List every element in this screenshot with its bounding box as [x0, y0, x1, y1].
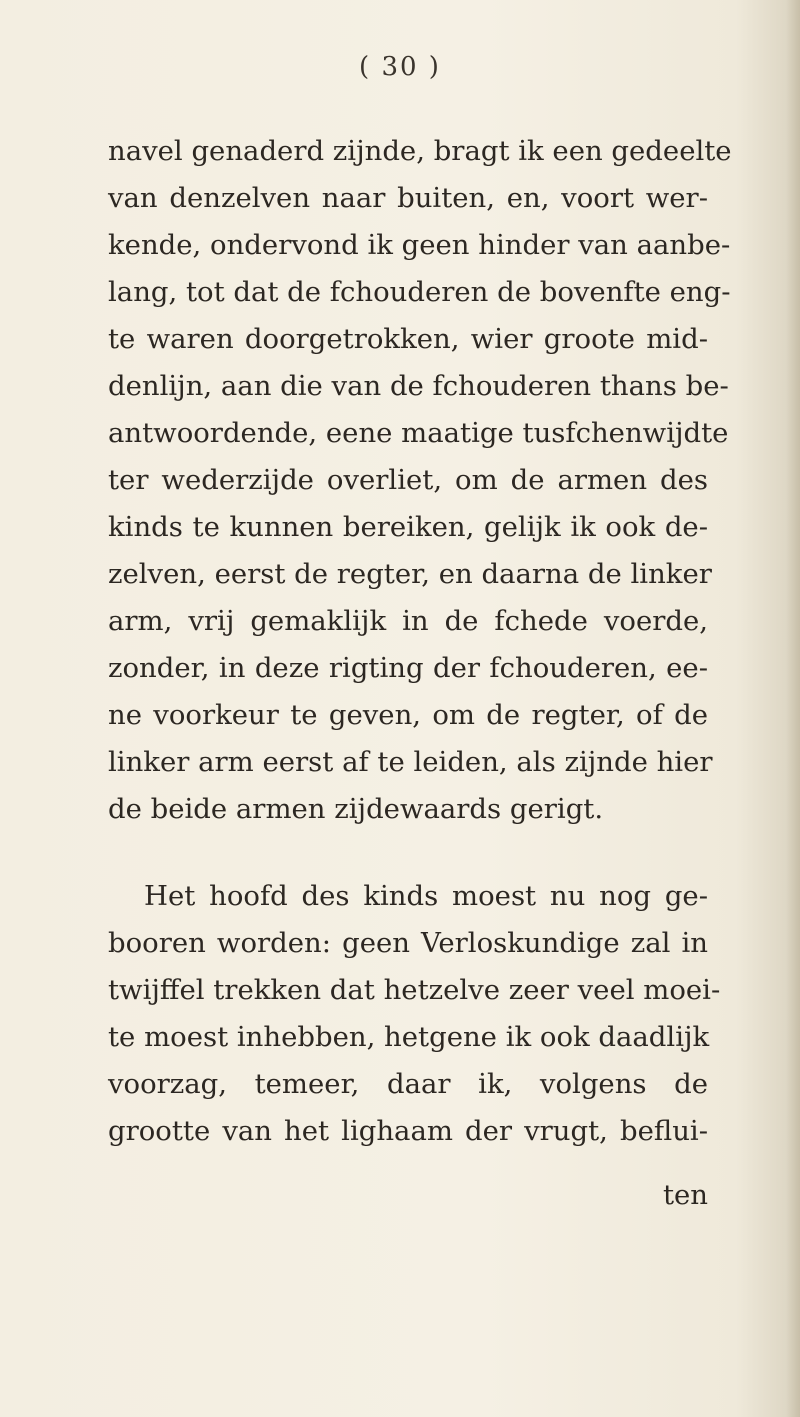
text-line: ter wederzijde overliet, om de armen des — [108, 464, 708, 496]
text-line: lang, tot dat de fchouderen de bovenfte eng- — [108, 276, 731, 308]
text-line: voorzag, temeer, daar ik, volgens de — [108, 1068, 708, 1100]
text-line: navel genaderd zijnde, bragt ik een gedeelte — [108, 135, 732, 167]
text-line: grootte van het lighaam der vrugt, beflui- — [108, 1115, 708, 1147]
catchword: ten — [662, 1179, 708, 1211]
text-line: kende, ondervond ik geen hinder van aanbe- — [108, 229, 731, 261]
text-line: antwoordende, eene maatige tusfchenwijdte — [108, 417, 729, 449]
page-number-header: ( 30 ) — [359, 52, 441, 82]
text-line: de beide armen zijdewaards gerigt. — [108, 793, 604, 825]
paragraph-2 — [108, 873, 721, 1155]
text-line: kinds te kunnen bereiken, gelijk ik ook de- — [108, 511, 708, 543]
text-line: linker arm eerst af te leiden, als zijnde hier — [108, 746, 713, 778]
paragraph-gap — [108, 833, 708, 873]
text-line: twijffel trekken dat hetzelve zeer veel moei- — [108, 974, 721, 1006]
page-edge-shadow — [786, 0, 800, 1417]
text-line: zelven, eerst de regter, en daarna de linker — [108, 558, 712, 590]
body-text — [108, 128, 732, 1155]
paragraph-1 — [108, 128, 732, 833]
text-line: te moest inhebben, hetgene ik ook daadlijk — [108, 1021, 710, 1053]
text-line: denlijn, aan die van de fchouderen thans be- — [108, 370, 729, 402]
text-line: te waren doorgetrokken, wier groote mid- — [108, 323, 708, 355]
text-line: van denzelven naar buiten, en, voort wer- — [108, 182, 708, 214]
text-line: zonder, in deze rigting der fchouderen, ee- — [108, 652, 708, 684]
text-line: booren worden: geen Verloskundige zal in — [108, 927, 708, 959]
text-line: ne voorkeur te geven, om de regter, of de — [108, 699, 708, 731]
text-line: Het hoofd des kinds moest nu nog ge- — [144, 880, 708, 912]
text-line: arm, vrij gemaklijk in de fchede voerde, — [108, 605, 708, 637]
